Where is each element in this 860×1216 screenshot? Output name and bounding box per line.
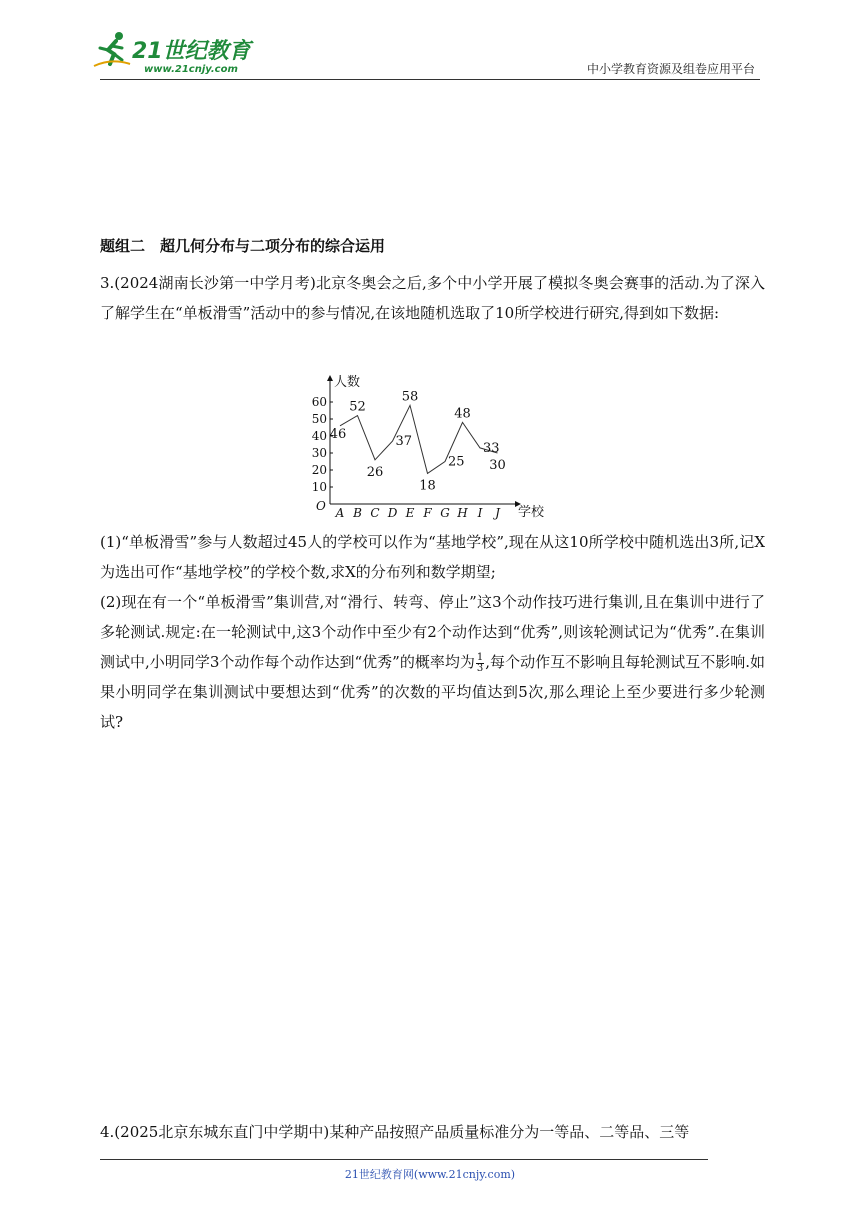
data-label: 18 — [419, 478, 436, 494]
data-label: 33 — [483, 440, 500, 456]
header-divider — [100, 79, 760, 80]
data-labels — [330, 389, 506, 493]
question-2-part2: ,每个动作互不影响且每轮测试互不影响.如果小明同学在集训测试中要想达到“优秀”的次数的平均值达到5次,那么理论上至少要进行多少轮测试? — [100, 653, 765, 731]
platform-tagline: 中小学教育资源及组卷应用平台 — [586, 62, 755, 76]
x-axis-label: 学校 — [518, 505, 545, 520]
x-ticks — [335, 506, 501, 520]
y-tick-label: 20 — [311, 463, 327, 477]
y-axis-label: 人数 — [334, 375, 361, 390]
x-tick-label: E — [405, 506, 415, 520]
main-content — [100, 235, 765, 328]
question-1: (1)“单板滑雪”参与人数超过45人的学校可以作为“基地学校”,现在从这10所学校中随机选出3所,记X为选出可作“基地学校”的学校个数,求X的分布列和数学期望; — [100, 533, 765, 581]
data-label: 48 — [454, 406, 471, 422]
questions — [100, 527, 765, 737]
x-tick-label: B — [353, 506, 362, 520]
x-tick-label: I — [477, 506, 483, 520]
origin-label: O — [316, 499, 326, 513]
x-tick-label: G — [440, 506, 450, 520]
data-label: 26 — [366, 464, 384, 480]
x-tick-label: J — [495, 506, 500, 520]
question-2-part1: (2)现在有一个“单板滑雪”集训营,对“滑行、转弯、停止”这3个动作技巧进行集训,且在集训中进行了多轮测试.规定:在一轮测试中,这3个动作中至少有2个动作达到“优秀”,则该轮测试记为“优秀”.在集训测试中,小明同学3个动作每个动作达到“优秀”的概率均为 — [100, 593, 765, 671]
logo-text: 21世纪教育 — [132, 39, 251, 64]
x-tick-label: C — [370, 506, 380, 520]
question-2 — [100, 587, 765, 737]
series-line — [340, 405, 498, 473]
y-tick-label: 40 — [311, 429, 327, 443]
data-label: 30 — [489, 458, 506, 473]
y-tick-label: 50 — [311, 412, 327, 426]
y-tick-label: 60 — [311, 395, 327, 409]
fraction-numerator: 1 — [476, 651, 484, 663]
site-logo[interactable] — [92, 30, 262, 80]
x-tick-label: H — [457, 506, 468, 520]
section-title: 题组二 超几何分布与二项分布的综合运用 — [100, 237, 386, 255]
data-label: 58 — [401, 389, 419, 405]
problem3-intro: 3.(2024湖南长沙第一中学月考)北京冬奥会之后,多个中小学开展了模拟冬奥会赛事的活动.为了深入了解学生在“单板滑雪”活动中的参与情况,在该地随机选取了10所学校进行研究,得到如下数据: — [100, 274, 765, 322]
page-header — [0, 0, 860, 90]
fraction-one-third — [476, 653, 484, 674]
runner-icon — [92, 30, 132, 70]
x-tick-label: F — [423, 506, 432, 520]
footer-divider — [100, 1159, 708, 1160]
y-tick-label: 10 — [311, 480, 327, 494]
data-label: 52 — [349, 399, 366, 415]
x-tick-label: A — [335, 506, 345, 520]
logo-url: www.21cnjy.com — [144, 64, 238, 75]
line-chart — [300, 372, 560, 520]
data-label: 37 — [395, 434, 413, 450]
problem4-text: 4.(2025北京东城东直门中学期中)某种产品按照产品质量标准分为一等品、二等品、三等 — [100, 1123, 690, 1141]
x-tick-label: D — [387, 506, 398, 520]
footer-link[interactable]: 21世纪教育网(www.21cnjy.com) — [344, 1168, 516, 1181]
data-label: 25 — [448, 454, 465, 470]
data-label: 46 — [329, 426, 347, 442]
y-tick-label: 30 — [311, 446, 327, 460]
fraction-denominator: 3 — [476, 662, 484, 674]
